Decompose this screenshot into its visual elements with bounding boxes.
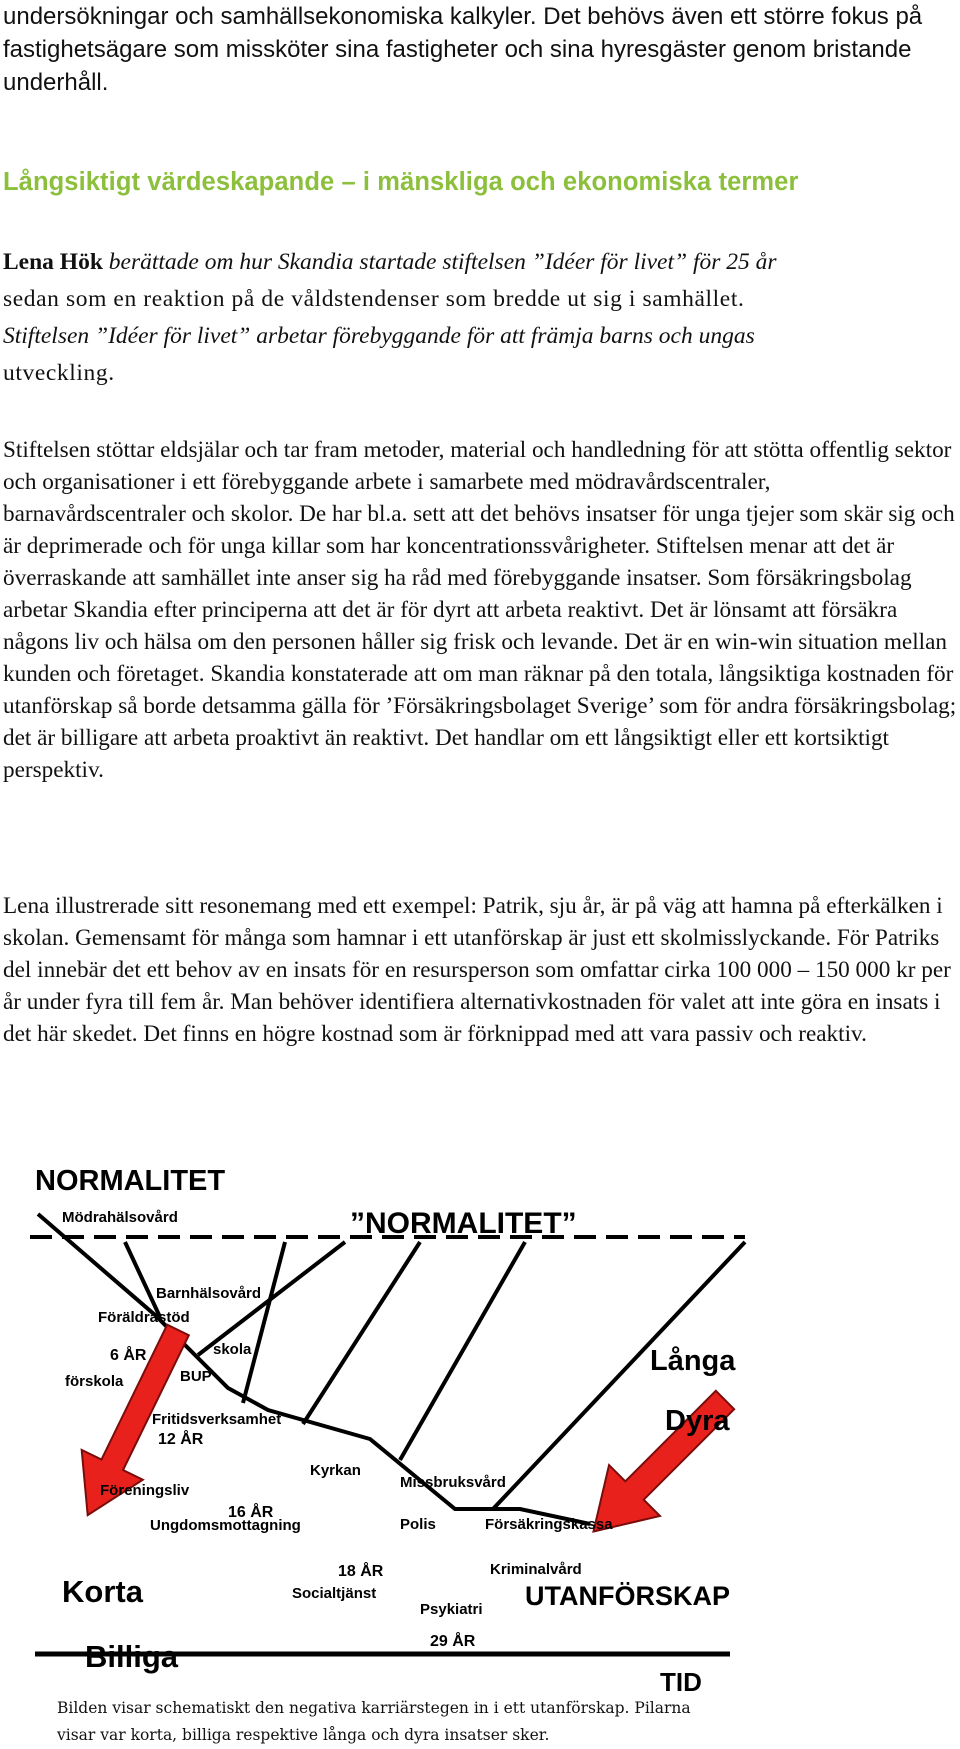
para1-part3: Stiftelsen ”Idéer för livet” arbetar förebyggande för att främja barns och ungas: [3, 323, 755, 349]
paragraph-example: Lena illustrerade sitt resonemang med ett exempel: Patrik, sju år, är på väg att hamna på efterkälken i skolan. Gemensamt för många som hamnar i ett utanförskap är just ett skolmisslyckande. För Patriks del innebär det ett behov av en insats för en resursperson som omfattar cirka 100 000 – 150 000 kr per år under fyra till fem år. Man behöver identifiera alternativkostnaden för valet att inte göra en insats i det här skedet. Det finns en högre kostnad som är förknippad med att vara passiv och reaktiv.: [3, 893, 951, 1047]
section-heading: Långsiktigt värdeskapande – i mänskliga och ekonomiska termer: [3, 168, 799, 196]
label-kriminalvard: Kriminalvård: [490, 1561, 582, 1578]
label-16-ar: 16 ÅR: [228, 1504, 274, 1521]
career-ladder-figure: [0, 1130, 960, 1700]
paragraph-lena-hok: [3, 244, 958, 392]
branch-line: [400, 1242, 525, 1460]
para1-part4: utveckling.: [3, 360, 115, 386]
caption-line-2: visar var korta, billiga respektive långa och dyra insatser sker.: [57, 1726, 550, 1744]
label-modrahalsovard: Mödrahälsovård: [62, 1209, 178, 1226]
label-ungdomsmottagning: Ungdomsmottagning: [150, 1517, 301, 1534]
label-bup: BUP: [180, 1368, 212, 1385]
label-foraldrastod: Föräldrastöd: [98, 1309, 190, 1326]
label-psykiatri: Psykiatri: [420, 1601, 483, 1618]
label-skola: skola: [213, 1341, 252, 1358]
label-foreningsliv: Föreningsliv: [100, 1482, 190, 1499]
label-langa: Långa: [650, 1345, 736, 1377]
label-polis: Polis: [400, 1516, 436, 1533]
figure-title: NORMALITET: [35, 1165, 226, 1197]
label-dyra: Dyra: [665, 1405, 730, 1437]
label-korta: Korta: [62, 1574, 143, 1609]
label-12-ar: 12 ÅR: [158, 1431, 204, 1448]
label-29-ar: 29 ÅR: [430, 1633, 476, 1650]
caption-line-1: Bilden visar schematiskt den negativa karriärstegen in i ett utanförskap. Pilarna: [57, 1699, 691, 1717]
intro-paragraph: undersökningar och samhällsekonomiska kalkyler. Det behövs även ett större fokus på fastighetsägare som missköter sina fastigheter och sina hyresgäster genom bristande underhåll.: [3, 3, 923, 96]
label-billiga: Billiga: [85, 1639, 179, 1674]
label-barnhalsovard: Barnhälsovård: [156, 1285, 262, 1302]
label-socialtjanst: Socialtjänst: [292, 1585, 377, 1602]
branch-line: [243, 1242, 285, 1403]
label-6-ar: 6 ÅR: [110, 1347, 147, 1364]
speaker-name: Lena Hök: [3, 249, 103, 275]
label-tid: TID: [660, 1667, 702, 1697]
para1-part1: berättade om hur Skandia startade stiftelsen ”Idéer för livet” för 25 år: [102, 249, 777, 275]
label-kyrkan: Kyrkan: [310, 1462, 361, 1479]
figure-caption: [57, 1695, 777, 1749]
paragraph-stiftelsen: Stiftelsen stöttar eldsjälar och tar fram metoder, material och handledning för att stötta offentlig sektor och organisationer i ett förebyggande arbete i samarbete med mödravårdscentraler, barnavårdscentraler och skolor. De har bl.a. sett att det behövs insatser för unga tjejer som skär sig och är deprimerade och för unga killar som har koncentrationssvårigheter. Stiftelsen menar att det är överraskande att samhället inte anser sig ha råd med förebyggande insatser. Som försäkringsbolag arbetar Skandia efter principerna att det är för dyrt att arbeta reaktivt. Det är lönsamt att försäkra någons liv och hälsa om den personen håller sig frisk och levande. Det är en win-win situation mellan kunden och företaget. Skandia konstaterade att om man räknar på den totala, långsiktiga kostnaden för utanförskap så borde detsamma gälla för ’Försäkringsbolaget Sverige’ som för andra försäkringsbolag; det är billigare att arbeta proaktivt än reaktivt. Det handlar om ett långsiktigt eller ett kortsiktigt perspektiv.: [3, 437, 957, 783]
label-18-ar: 18 ÅR: [338, 1563, 384, 1580]
label-forsakringskassa: Försäkringskassa: [485, 1516, 613, 1533]
label-missbruksvard: Missbruksvård: [400, 1474, 506, 1491]
para1-part2: sedan som en reaktion på de våldstendenser som bredde ut sig i samhället.: [3, 286, 745, 312]
label-forskola: förskola: [65, 1373, 124, 1390]
label-fritidsverksamhet: Fritidsverksamhet: [152, 1411, 282, 1428]
branch-line: [303, 1242, 420, 1424]
label-utanforskap: UTANFÖRSKAP: [525, 1581, 730, 1611]
normalitet-quoted: ”NORMALITET”: [350, 1207, 577, 1240]
